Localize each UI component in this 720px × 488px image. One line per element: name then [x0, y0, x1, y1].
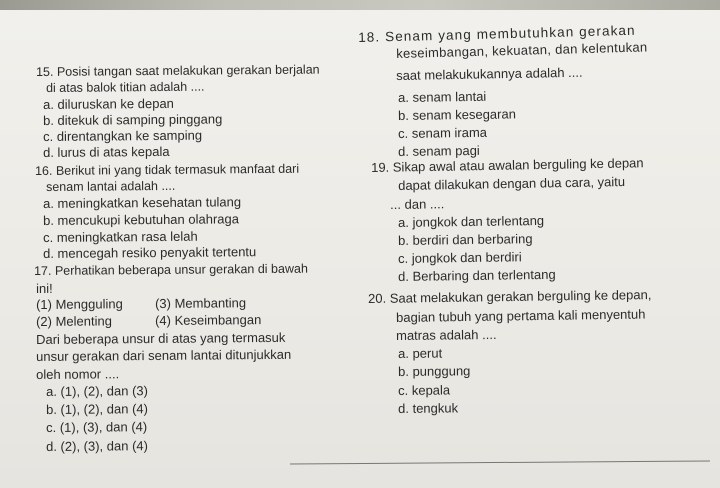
q19-stem-line1: 19. Sikap awal atau awalan berguling ke depan	[371, 155, 644, 175]
q19-stem-line2: dapat dilakukan dengan dua cara, yaitu	[398, 174, 626, 193]
q19-option-a: a. jongkok dan terlentang	[398, 212, 545, 230]
q17-item-4: (4) Keseimbangan	[155, 312, 262, 328]
q17-item-1: (1) Mengguling	[36, 296, 123, 312]
q16-option-c: c. meningkatkan rasa lelah	[43, 228, 198, 245]
q18-stem-line3: saat melakukukannya adalah ....	[396, 64, 583, 83]
q19-option-d: d. Berbaring dan terlentang	[398, 266, 556, 284]
q17-stem-line2: ini!	[36, 280, 53, 296]
q17-option-a: a. (1), (2), dan (3)	[46, 383, 149, 399]
q18-option-d: d. senam pagi	[398, 142, 480, 159]
q20-stem-line2: bagian tubuh yang pertama kali menyentuh	[396, 306, 646, 325]
q15-stem-line1: 15. Posisi tangan saat melakukan gerakan berjalan	[36, 62, 320, 79]
q18-option-c: c. senam irama	[398, 124, 488, 141]
q16-option-a: a. meningkatkan kesehatan tulang	[43, 194, 242, 211]
q17-option-b: b. (1), (2), dan (4)	[46, 401, 149, 417]
q20-option-c: c. kepala	[398, 382, 451, 398]
q18-option-b: b. senam kesegaran	[398, 106, 516, 123]
q17-item-2: (2) Melenting	[36, 313, 113, 329]
q15-option-b: b. ditekuk di samping pinggang	[43, 111, 223, 128]
q20-stem-line1: 20. Saat melakukan gerakan berguling ke depan,	[368, 287, 652, 306]
q20-stem-line3: matras adalah ....	[396, 326, 497, 343]
q17-stem-line4: unsur gerakan dari senam lantai ditunjukkan	[36, 346, 292, 364]
q20-option-b: b. punggung	[398, 363, 471, 379]
q16-option-b: b. mencukupi kebutuhan olahraga	[43, 211, 239, 228]
q15-option-a: a. diluruskan ke depan	[43, 95, 174, 112]
q19-stem-line3: ... dan ....	[390, 196, 445, 212]
q19-option-b: b. berdiri dan berbaring	[398, 231, 533, 248]
q16-option-d: d. mencegah resiko penyakit tertentu	[43, 244, 257, 261]
q17-stem-line5: oleh nomor ....	[36, 366, 120, 382]
q16-stem-line2: senam lantai adalah ....	[46, 178, 176, 194]
q20-option-a: a. perut	[398, 345, 443, 361]
q20-option-d: d. tengkuk	[398, 400, 459, 416]
q17-option-d: d. (2), (3), dan (4)	[46, 438, 149, 454]
q15-option-d: d. lurus di atas kepala	[43, 143, 170, 160]
q18-stem-line2: keseimbangan, kekuatan, dan kelentukan	[396, 39, 648, 61]
q16-stem-line1: 16. Berikut ini yang tidak termasuk manfaat dari	[35, 161, 300, 178]
q15-stem-line2: di atas balok titian adalah ....	[46, 79, 205, 95]
q19-option-c: c. jongkok dan berdiri	[398, 249, 522, 266]
q17-stem-line3: Dari beberapa unsur di atas yang termasuk	[36, 329, 286, 347]
q17-option-c: c. (1), (3), dan (4)	[46, 419, 148, 435]
q18-option-a: a. senam lantai	[398, 88, 487, 105]
q18-stem-line1: 18. Senam yang membutuhkan gerakan	[358, 22, 636, 45]
q15-option-c: c. direntangkan ke samping	[43, 127, 203, 144]
q17-item-3: (3) Membanting	[155, 295, 247, 311]
q17-stem-line1: 17. Perhatikan beberapa unsur gerakan di bawah	[34, 261, 308, 278]
